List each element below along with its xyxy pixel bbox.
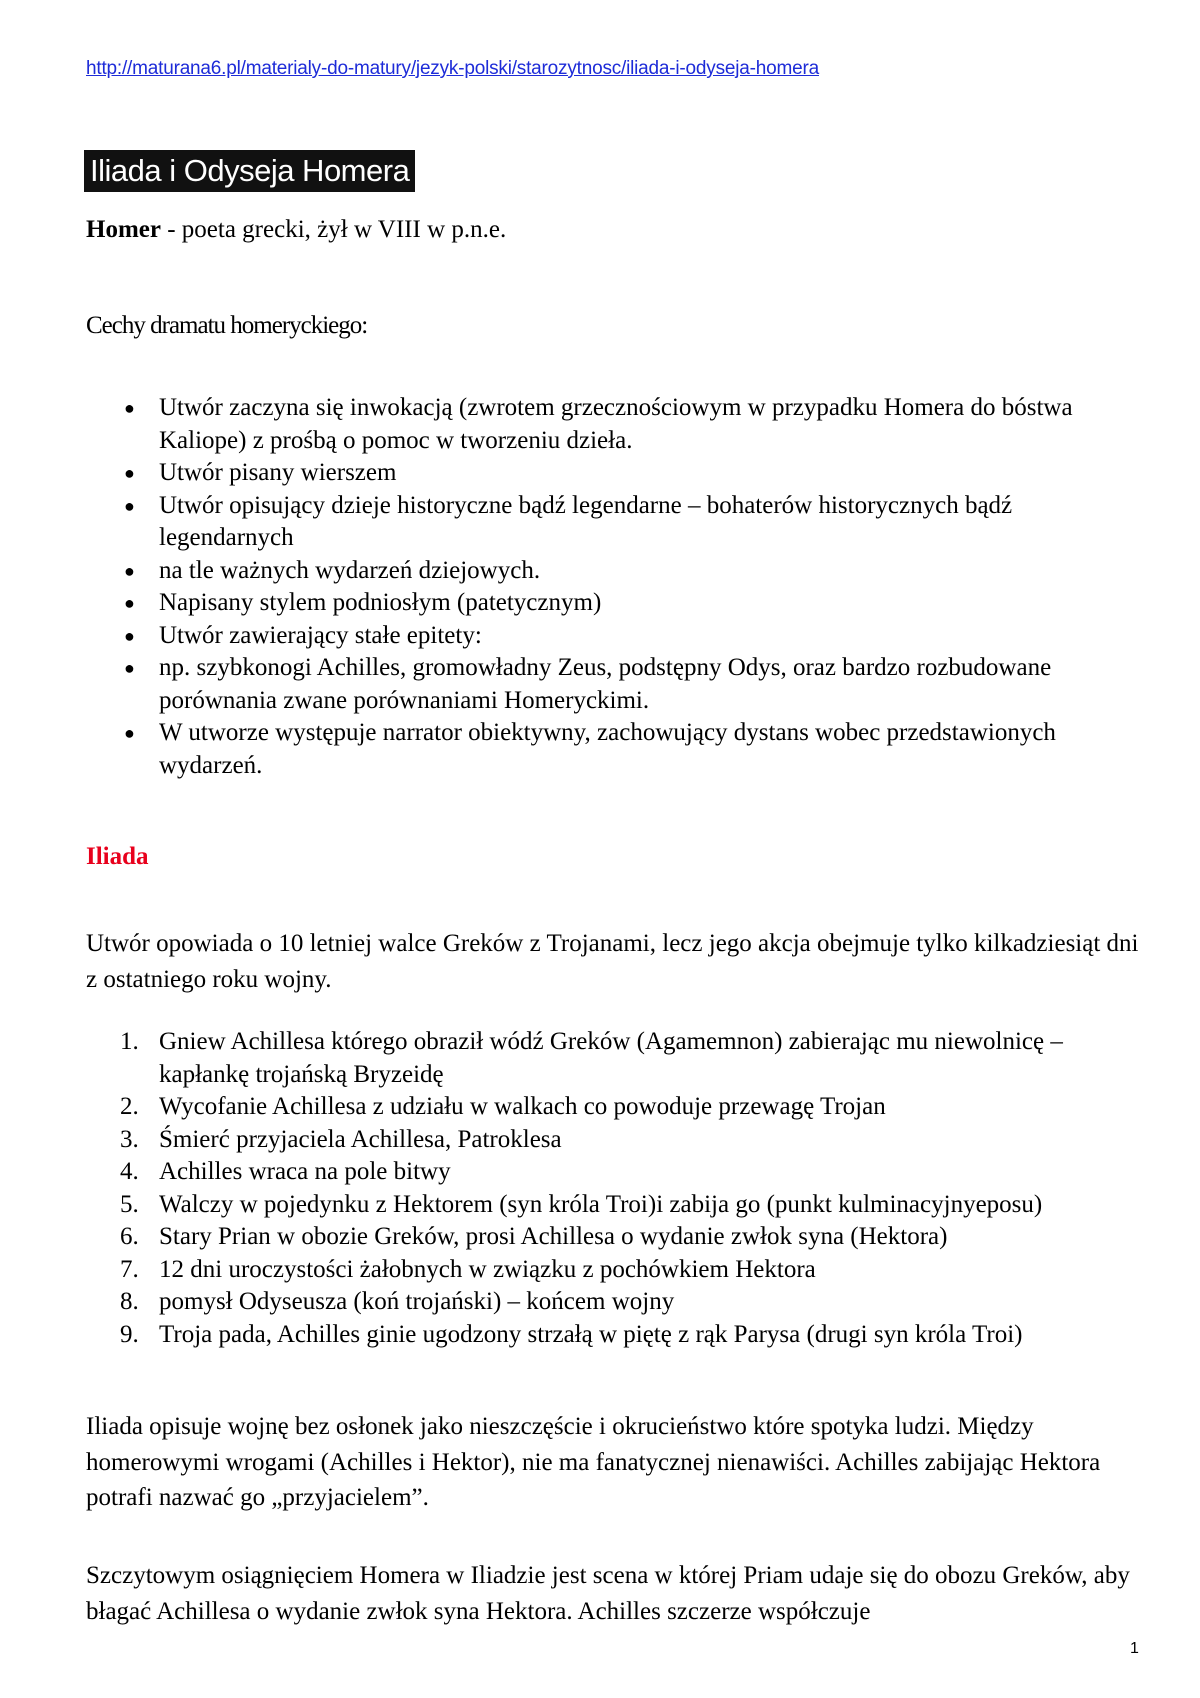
list-item xyxy=(86,392,1136,457)
list-number: 3. xyxy=(120,1125,139,1153)
list-item-text: pomysł Odyseusza (koń trojański) – końcem wojny xyxy=(159,1288,675,1315)
page-title: Iliada i Odyseja Homera xyxy=(84,150,415,192)
homer-name: Homer xyxy=(86,216,161,243)
homer-description: - poeta grecki, żył w VIII w p.n.e. xyxy=(160,216,507,243)
list-item-text: Napisany stylem podniosłym (patetycznym) xyxy=(159,589,602,616)
list-item xyxy=(86,457,1136,490)
iliada-paragraph-3: Szczytowym osiągnięciem Homera w Iliadzie jest scena w której Priam udaje się do obozu Greków, aby błagać Achillesa o wydanie zwłok syna Hektora. Achilles szczerze współczuje xyxy=(86,1562,1130,1625)
list-item xyxy=(86,1156,1156,1189)
list-item xyxy=(86,652,1136,717)
list-item-text: Stary Prian w obozie Greków, prosi Achillesa o wydanie zwłok syna (Hektora) xyxy=(159,1223,948,1250)
iliada-paragraph-2: Iliada opisuje wojnę bez osłonek jako nieszczęście i okrucieństwo które spotyka ludzi. Między homerowymi wrogami (Achilles i Hektor), nie ma fanatycznej nienawiści. Achilles zabijając Hektora potrafi nazwać go „przyjacielem”. xyxy=(86,1413,1101,1511)
list-item xyxy=(86,587,1136,620)
list-number: 6. xyxy=(120,1223,139,1250)
iliada-heading: Iliada xyxy=(86,843,149,870)
list-number: 5. xyxy=(120,1190,139,1218)
bullet-icon: ● xyxy=(124,463,135,483)
bullet-icon: ● xyxy=(124,723,135,743)
list-item xyxy=(86,1319,1156,1352)
bullet-icon: ● xyxy=(124,495,135,516)
list-item-text: Utwór zaczyna się inwokacją (zwrotem grzecznościowym w przypadku Homera do bóstwa Kaliope) z prośbą o pomoc w tworzeniu dzieła. xyxy=(159,394,1073,454)
list-item xyxy=(86,1286,1156,1319)
list-item xyxy=(86,1026,1156,1091)
list-item-text: Utwór pisany wierszem xyxy=(159,459,397,486)
list-number: 7. xyxy=(120,1255,139,1283)
list-item-text: Walczy w pojedynku z Hektorem (syn króla Troi)i zabija go (punkt kulminacyjnyeposu) xyxy=(159,1190,1043,1218)
list-item-text: na tle ważnych wydarzeń dziejowych. xyxy=(159,556,541,584)
homer-line xyxy=(86,216,506,244)
list-item xyxy=(86,620,1136,653)
list-item-text: Achilles wraca na pole bitwy xyxy=(159,1158,451,1185)
list-item xyxy=(86,1091,1156,1124)
features-heading: Cechy dramatu homeryckiego: xyxy=(86,312,368,339)
list-item xyxy=(86,717,1136,782)
list-item xyxy=(86,555,1136,588)
list-number: 2. xyxy=(120,1093,139,1120)
list-item xyxy=(86,1221,1156,1254)
list-number: 9. xyxy=(120,1320,139,1348)
iliada-intro-paragraph: Utwór opowiada o 10 letniej walce Greków z Trojanami, lecz jego akcja obejmuje tylko kilkadziesiąt dni z ostatniego roku wojny. xyxy=(86,930,1139,993)
list-number: 1. xyxy=(120,1028,139,1055)
bullet-icon: ● xyxy=(124,560,135,581)
list-item-text: Utwór zawierający stałe epitety: xyxy=(159,621,482,649)
list-item-text: Troja pada, Achilles ginie ugodzony strzałą w piętę z rąk Parysa (drugi syn króla Troi) xyxy=(159,1320,1023,1348)
list-item xyxy=(86,1189,1156,1222)
list-item xyxy=(86,1254,1156,1287)
bullet-icon: ● xyxy=(124,593,135,613)
list-item-text: Śmierć przyjaciela Achillesa, Patroklesa xyxy=(159,1125,562,1153)
page-number: 1 xyxy=(1130,1640,1139,1657)
list-item xyxy=(86,490,1136,555)
list-item-text: 12 dni uroczystości żałobnych w związku z pochówkiem Hektora xyxy=(159,1255,816,1283)
bullet-icon: ● xyxy=(124,625,135,646)
list-item-text: Wycofanie Achillesa z udziału w walkach co powoduje przewagę Trojan xyxy=(159,1093,886,1120)
list-item-text: np. szybkonogi Achilles, gromowładny Zeus, podstępny Odys, oraz bardzo rozbudowane porównania zwane porównaniami Homeryckimi. xyxy=(159,654,1052,714)
source-link[interactable]: http://maturana6.pl/materialy-do-matury/jezyk-polski/starozytnosc/iliada-i-odyseja-homera xyxy=(86,58,819,79)
events-list xyxy=(86,1026,1156,1351)
bullet-icon: ● xyxy=(124,398,135,418)
list-item-text: Gniew Achillesa którego obraził wódź Greków (Agamemnon) zabierając mu niewolnicę – kapłankę trojańską Bryzeidę xyxy=(159,1028,1063,1088)
list-item-text: Utwór opisujący dzieje historyczne bądź legendarne – bohaterów historycznych bądź legendarnych xyxy=(159,491,1013,551)
list-item xyxy=(86,1124,1156,1157)
features-list xyxy=(86,392,1136,782)
bullet-icon: ● xyxy=(124,658,135,678)
list-number: 8. xyxy=(120,1288,139,1315)
list-number: 4. xyxy=(120,1158,139,1185)
list-item-text: W utworze występuje narrator obiektywny, zachowujący dystans wobec przedstawionych wydarzeń. xyxy=(159,719,1056,779)
